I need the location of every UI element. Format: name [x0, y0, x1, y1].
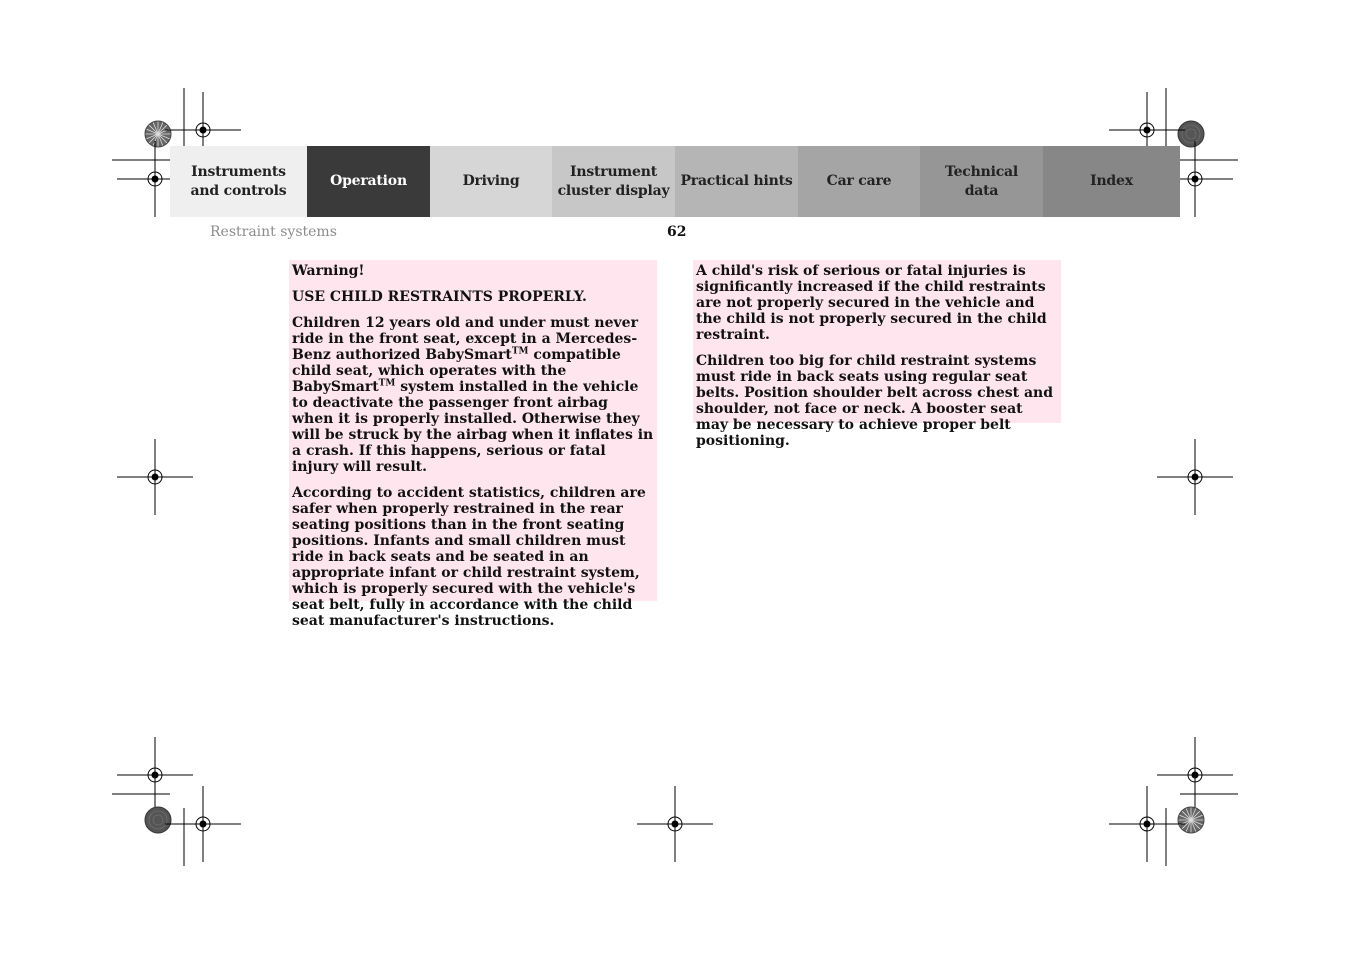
tab-label: Index	[1090, 173, 1133, 189]
tab-instruments-and-controls[interactable]	[170, 146, 307, 217]
tab-label: Driving	[462, 173, 520, 189]
warning-paragraph	[292, 315, 654, 475]
registration-solid	[145, 807, 171, 833]
info-paragraph: Children too big for child restraint systems must ride in back seats using regular seat belts. Position shoulder belt across chest and shoulder, not face or neck. A booster seat may be necessary to achieve proper belt positioning.	[696, 353, 1053, 449]
crosshair-mark	[1157, 737, 1233, 813]
crosshair-mark	[165, 786, 241, 862]
tab-instrument-cluster-display[interactable]	[552, 146, 675, 217]
crosshair-mark	[1157, 439, 1233, 515]
warning-paragraph: According to accident statistics, children are safer when properly restrained in the rear seating positions than in the front seating positions. Infants and small children must ride in back seats and be seated in an appropriate infant or child restraint system, which is properly secured with the vehicle's seat belt, fully in accordance with the child seat manufacturer's instructions.	[292, 485, 646, 629]
tab-operation[interactable]	[307, 146, 430, 217]
page-number: 62	[667, 224, 687, 240]
crosshair-mark	[637, 786, 713, 862]
info-paragraph: A child's risk of serious or fatal injuries is significantly increased if the child restraints are not properly secured in the vehicle and the child is not properly secured in the child restraint.	[696, 263, 1047, 343]
tab-index[interactable]	[1043, 146, 1180, 217]
text-run: compatible child seat, which operates with the BabySmart	[292, 347, 621, 395]
crosshair-mark	[117, 439, 193, 515]
tab-label: Technical data	[944, 163, 1019, 199]
text-run: system installed in the vehicle to deactivate the passenger front airbag when it is properly installed. Otherwise they will be struck by the airbag when it inflates in a crash. If this happens, serious or fatal injury will result.	[292, 379, 654, 475]
trademark: TM	[511, 346, 529, 357]
section-title: Restraint systems	[210, 224, 337, 240]
tab-label: Operation	[330, 173, 407, 189]
tab-practical-hints[interactable]	[675, 146, 798, 217]
warning-subtitle: USE CHILD RESTRAINTS PROPERLY.	[292, 289, 587, 305]
warning-box	[289, 260, 657, 629]
tab-label: Instrument cluster display	[557, 163, 670, 199]
tab-label: Car care	[826, 173, 892, 189]
tab-label: Practical hints	[680, 173, 793, 189]
trademark: TM	[378, 378, 396, 389]
tab-technical-data[interactable]	[920, 146, 1043, 217]
registration-starburst	[145, 121, 171, 147]
chapter-tabs	[170, 146, 1180, 217]
crosshair-mark	[1109, 786, 1185, 862]
crosshair-mark	[117, 737, 193, 813]
warning-title: Warning!	[292, 263, 365, 279]
child-safety-box	[693, 260, 1061, 449]
tab-driving[interactable]	[430, 146, 552, 217]
text-run: Children 12 years old and under must never ride in the front seat, except in a Mercedes-Benz authorized BabySmart	[292, 315, 638, 363]
registration-solid	[1178, 121, 1204, 147]
registration-starburst	[1178, 807, 1204, 833]
tab-label: Instruments and controls	[190, 163, 287, 199]
tab-car-care[interactable]	[798, 146, 920, 217]
